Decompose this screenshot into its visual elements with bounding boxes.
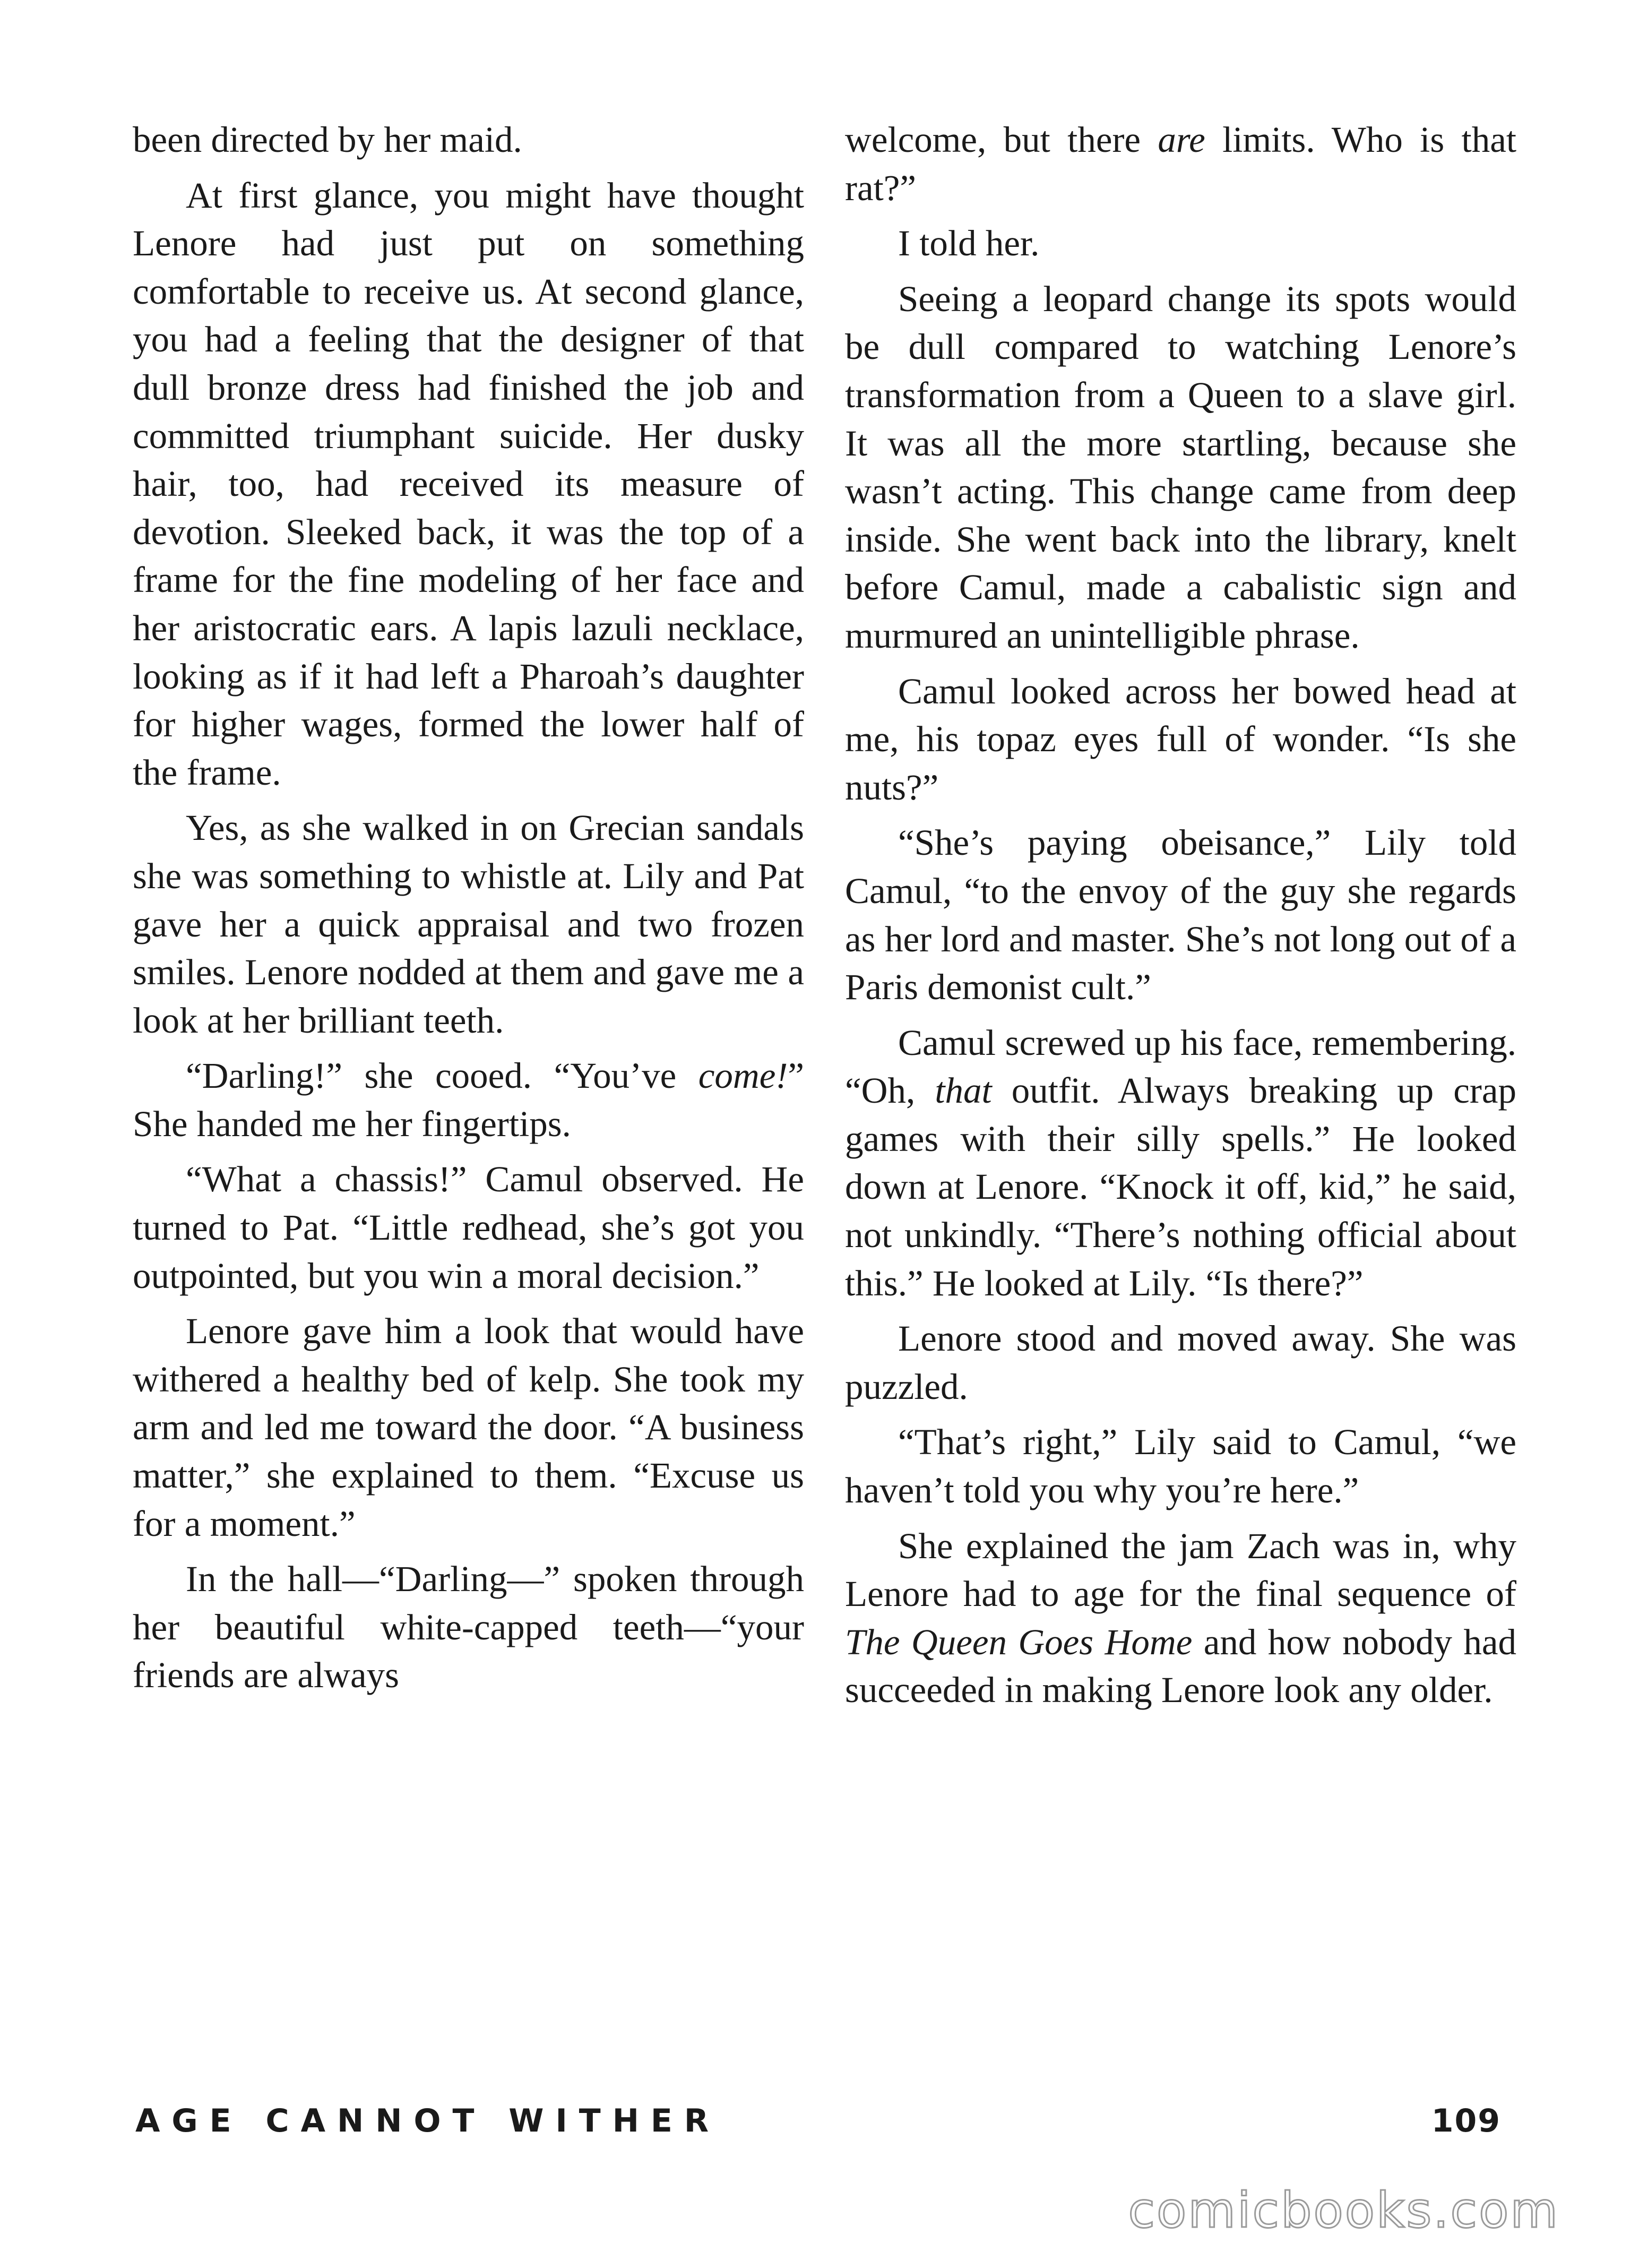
paragraph bbox=[845, 667, 1516, 812]
paragraph bbox=[845, 1019, 1516, 1308]
text-run: been directed by her maid. bbox=[133, 119, 522, 160]
paragraph bbox=[845, 219, 1516, 268]
right-column bbox=[845, 116, 1516, 1722]
text-run: limits. Who is that rat?” bbox=[845, 119, 1516, 208]
text-run: Yes, as she walked in on Grecian sandals she was something to whistle at. Lily and Pat gave her a quick appraisal and two frozen smiles. Lenore nodded at them and gave me a look at her brilliant teeth. bbox=[133, 807, 804, 1041]
paragraph bbox=[845, 1522, 1516, 1714]
text-run: “She’s paying obeisance,” Lily told Camul, “to the envoy of the guy she regards as her lord and master. She’s not long out of a Paris demonist cult.” bbox=[845, 822, 1516, 1008]
text-run: Camul screwed up his face, remembering. “Oh, bbox=[845, 1022, 1516, 1111]
paragraph bbox=[133, 1052, 804, 1148]
paragraph bbox=[845, 116, 1516, 212]
italic-text: are bbox=[1158, 119, 1205, 160]
paragraph bbox=[133, 116, 804, 164]
text-run: welcome, but there bbox=[845, 119, 1158, 160]
italic-text: The Queen Goes Home bbox=[845, 1621, 1193, 1662]
text-run: She explained the jam Zach was in, why Lenore had to age for the final sequence of bbox=[845, 1525, 1516, 1614]
text-run: Lenore gave him a look that would have withered a healthy bed of kelp. She took my arm and led me toward the door. “A business matter,” she explained to them. “Excuse us for a moment.” bbox=[133, 1311, 804, 1544]
text-run: and how nobody had succeeded in making Lenore look any older. bbox=[845, 1621, 1516, 1711]
text-run: “Darling!” she cooed. “You’ve bbox=[186, 1055, 698, 1096]
text-run: “That’s right,” Lily said to Camul, “we haven’t told you why you’re here.” bbox=[845, 1422, 1516, 1511]
paragraph bbox=[845, 275, 1516, 660]
paragraph bbox=[133, 804, 804, 1044]
running-title: AGE CANNOT WITHER bbox=[135, 2102, 721, 2140]
paragraph bbox=[133, 1307, 804, 1548]
text-run: I told her. bbox=[898, 223, 1040, 264]
page-number: 109 bbox=[1431, 2102, 1501, 2140]
italic-text: come! bbox=[698, 1055, 788, 1096]
text-run: Camul looked across her bowed head at me, his topaz eyes full of wonder. “Is she nuts?” bbox=[845, 671, 1516, 807]
paragraph bbox=[133, 1155, 804, 1300]
paragraph bbox=[845, 819, 1516, 1011]
text-run: ” She handed me her fingertips. bbox=[133, 1055, 804, 1144]
text-run: “What a chassis!” Camul observed. He turned to Pat. “Little redhead, she’s got you outpointed, but you win a moral decision.” bbox=[133, 1159, 804, 1296]
watermark-logo: comicbooks.com bbox=[1128, 2182, 1559, 2239]
paragraph bbox=[133, 1555, 804, 1699]
paragraph bbox=[133, 171, 804, 797]
left-column bbox=[133, 116, 804, 1707]
paragraph bbox=[845, 1418, 1516, 1514]
text-run: In the hall—“Darling—” spoken through her beautiful white-capped teeth—“your friends are always bbox=[133, 1559, 804, 1696]
paragraph bbox=[845, 1315, 1516, 1411]
text-run: outfit. Always breaking up crap games with their silly spells.” He looked down at Lenore. “Knock it off, kid,” he said, not unkindly. “There’s nothing official about this.” He looked at Lily. “Is there?” bbox=[845, 1070, 1516, 1303]
text-run: At first glance, you might have thought Lenore had just put on something comfortable to receive us. At second glance, you had a feeling that the designer of that dull bronze dress had finished the job and committed triumphant suicide. Her dusky hair, too, had received its measure of devotion. Sleeked back, it was the top of a frame for the fine modeling of her face and her aristocratic ears. A lapis lazuli necklace, looking as if it had left a Pharoah’s daughter for higher wages, formed the lower half of the frame. bbox=[133, 175, 804, 793]
italic-text: that bbox=[935, 1070, 992, 1111]
text-run: Lenore stood and moved away. She was puzzled. bbox=[845, 1318, 1516, 1407]
text-run: Seeing a leopard change its spots would be dull compared to watching Lenore’s transformation from a Queen to a slave girl. It was all the more startling, because she wasn’t acting. This change came from deep inside. She went back into the library, knelt before Camul, made a cabalistic sign and murmured an unintelligible phrase. bbox=[845, 278, 1516, 656]
